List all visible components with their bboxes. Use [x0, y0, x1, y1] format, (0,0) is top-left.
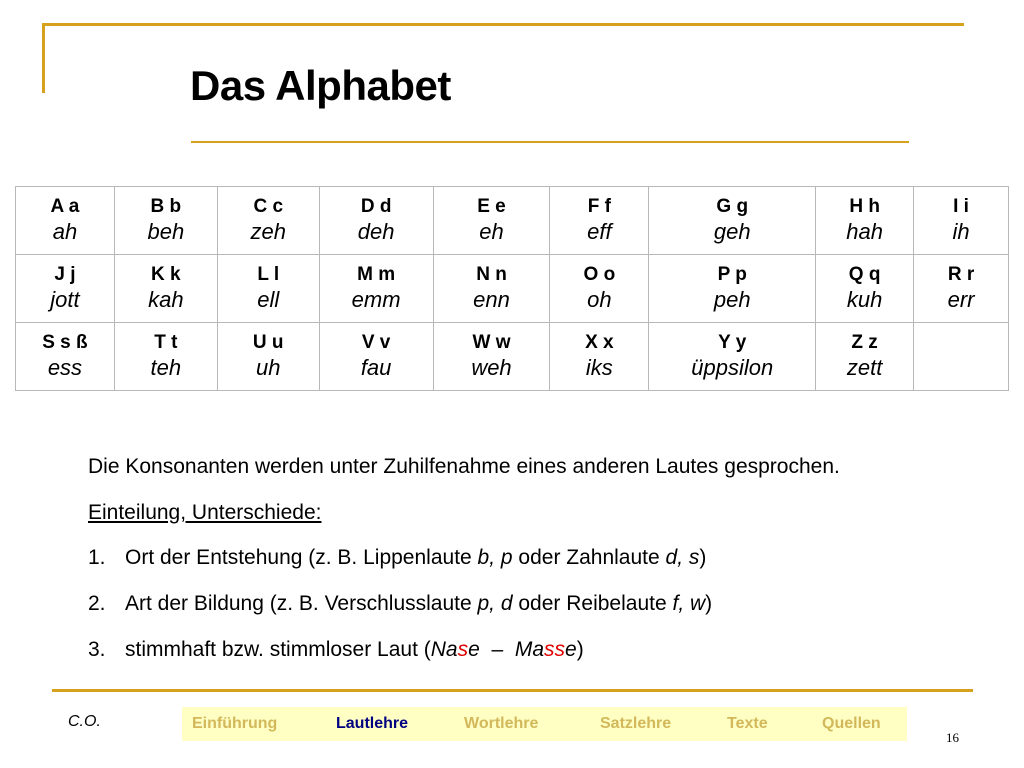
- letter: P p: [717, 263, 747, 285]
- list-number: 3.: [88, 638, 106, 661]
- list-number: 1.: [88, 546, 106, 569]
- letter: H h: [849, 195, 880, 217]
- letter-name: kah: [148, 286, 184, 312]
- author-initials: C.O.: [68, 713, 101, 730]
- letter-name: oh: [587, 286, 612, 312]
- letter-name: zeh: [250, 218, 286, 244]
- alphabet-cell: [114, 323, 217, 391]
- letter: U u: [252, 331, 284, 353]
- letter: G g: [716, 195, 749, 217]
- alphabet-cell: [816, 323, 914, 391]
- nav-satzlehre[interactable]: Satzlehre: [600, 715, 672, 732]
- list-number: 2.: [88, 592, 106, 615]
- alphabet-cell: [550, 323, 649, 391]
- example-letters: f, w: [672, 592, 706, 615]
- letter: S s ß: [42, 331, 88, 353]
- letter-name: emm: [351, 286, 401, 312]
- alphabet-cell: [816, 187, 914, 255]
- letter-name: kuh: [846, 286, 883, 312]
- alphabet-cell: [649, 323, 816, 391]
- dash: –: [479, 638, 515, 661]
- list-item: [88, 638, 584, 662]
- letter-name: uh: [255, 354, 281, 380]
- list-text: oder Reibelaute: [512, 592, 673, 615]
- page-number: 16: [946, 730, 959, 745]
- list-text: oder Zahnlaute: [512, 546, 666, 569]
- section-heading: Einteilung, Unterschiede:: [88, 501, 322, 524]
- alphabet-cell: [319, 187, 433, 255]
- page-title: Das Alphabet: [190, 62, 451, 109]
- list-item: [88, 592, 712, 616]
- letter-name: jott: [50, 286, 80, 312]
- decorative-bottom-line: [52, 689, 973, 692]
- alphabet-cell: [217, 187, 319, 255]
- letter: C c: [253, 195, 284, 217]
- letter-name: geh: [713, 218, 751, 244]
- letter: O o: [583, 263, 616, 285]
- alphabet-cell: [914, 255, 1009, 323]
- letter-name: ess: [47, 354, 83, 380]
- alphabet-cell: [914, 187, 1009, 255]
- alphabet-cell: [914, 323, 1009, 391]
- letter: J j: [54, 263, 76, 285]
- intro-text: Die Konsonanten werden unter Zuhilfenahme eines anderen Lautes gesprochen.: [88, 455, 840, 478]
- letter: Z z: [851, 331, 878, 353]
- letter-name: enn: [473, 286, 510, 312]
- example-letters: d, s: [665, 546, 700, 569]
- letter-name: üppsilon: [691, 354, 774, 380]
- letter: K k: [151, 263, 181, 285]
- letter: R r: [947, 263, 975, 285]
- letter: T t: [154, 331, 178, 353]
- letter-name: iks: [585, 354, 613, 380]
- navigation-bar: [182, 707, 907, 741]
- alphabet-cell: [114, 255, 217, 323]
- letter: W w: [472, 331, 511, 353]
- letter: L l: [257, 263, 280, 285]
- letter-name: eh: [479, 218, 504, 244]
- letter: M m: [357, 263, 396, 285]
- letter: D d: [360, 195, 392, 217]
- letter-name: teh: [150, 354, 182, 380]
- nav-wortlehre[interactable]: Wortlehre: [464, 715, 539, 732]
- letter: B b: [150, 195, 182, 217]
- alphabet-cell: [217, 323, 319, 391]
- decorative-left-line: [42, 23, 45, 93]
- example-word-masse: Masse: [514, 638, 577, 661]
- nav-einfhrung[interactable]: Einführung: [192, 715, 278, 732]
- letter: N n: [476, 263, 507, 285]
- letter-name: deh: [357, 218, 395, 244]
- letter-name: err: [947, 286, 975, 312]
- letter: A a: [50, 195, 80, 217]
- title-underline: [191, 141, 909, 143]
- alphabet-cell: [16, 187, 115, 255]
- letter-name: beh: [147, 218, 185, 244]
- alphabet-cell: [433, 255, 550, 323]
- alphabet-row: [16, 323, 1009, 391]
- alphabet-row: [16, 187, 1009, 255]
- letter-name: peh: [713, 286, 751, 312]
- alphabet-row: [16, 255, 1009, 323]
- alphabet-table: [15, 186, 1009, 391]
- alphabet-cell: [114, 187, 217, 255]
- list-text: Art der Bildung (z. B. Verschlusslaute: [125, 592, 478, 615]
- alphabet-cell: [816, 255, 914, 323]
- list-text: ): [699, 546, 707, 569]
- alphabet-cell: [433, 323, 550, 391]
- alphabet-cell: [649, 255, 816, 323]
- alphabet-cell: [217, 255, 319, 323]
- nav-quellen[interactable]: Quellen: [822, 715, 881, 732]
- letter: E e: [477, 195, 506, 217]
- letter-name: eff: [587, 218, 612, 244]
- alphabet-cell: [433, 187, 550, 255]
- alphabet-cell: [16, 323, 115, 391]
- example-word-nase: Nase: [430, 638, 480, 661]
- example-letters: b, p: [477, 546, 513, 569]
- letter: I i: [953, 195, 969, 217]
- alphabet-cell: [319, 323, 433, 391]
- list-text: ): [705, 592, 713, 615]
- nav-texte[interactable]: Texte: [727, 715, 768, 732]
- letter-name: ell: [257, 286, 280, 312]
- list-item: [88, 546, 706, 570]
- alphabet-cell: [550, 187, 649, 255]
- letter-name: ah: [52, 218, 78, 244]
- letter: Y y: [718, 331, 747, 353]
- letter-name: weh: [471, 354, 512, 380]
- alphabet-cell: [319, 255, 433, 323]
- letter-name: fau: [360, 354, 392, 380]
- letter-name: hah: [846, 218, 883, 244]
- letter-name: ih: [952, 218, 970, 244]
- alphabet-cell: [649, 187, 816, 255]
- letter: Q q: [848, 263, 881, 285]
- decorative-top-line: [42, 23, 964, 26]
- letter-name: zett: [846, 354, 883, 380]
- letter: V v: [361, 331, 391, 353]
- nav-lautlehre[interactable]: Lautlehre: [336, 715, 409, 732]
- letter: X x: [585, 331, 614, 353]
- list-text: Ort der Entstehung (z. B. Lippenlaute: [125, 546, 478, 569]
- list-text: stimmhaft bzw. stimmloser Laut (: [125, 638, 431, 661]
- letter: F f: [587, 195, 611, 217]
- alphabet-cell: [16, 255, 115, 323]
- example-letters: p, d: [477, 592, 513, 615]
- alphabet-cell: [550, 255, 649, 323]
- list-text: ): [576, 638, 584, 661]
